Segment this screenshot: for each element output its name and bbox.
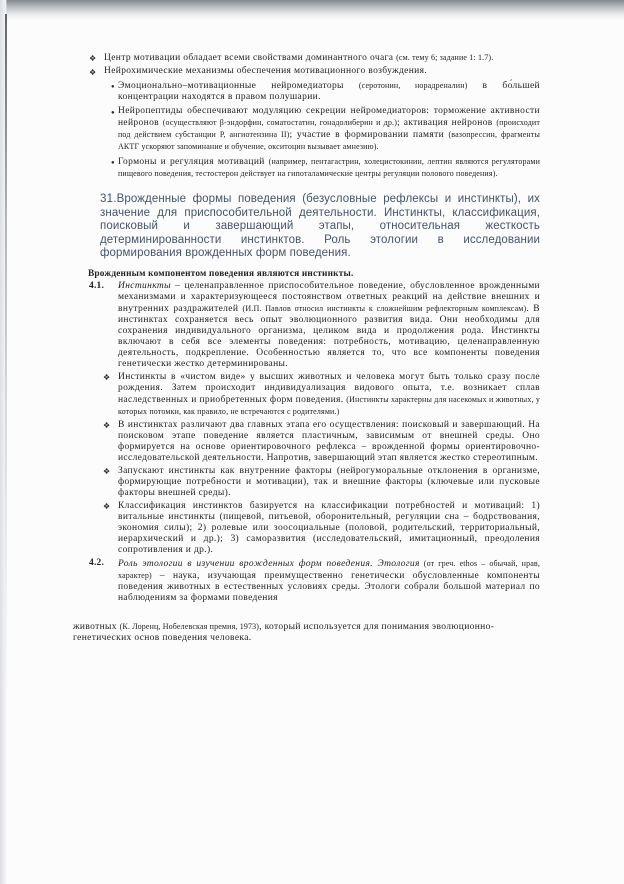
text-run: Нейрохимические механизмы обеспечения мотивационного возбуждения. (104, 66, 428, 76)
item-4-2-ethology (88, 558, 540, 604)
item-number: 4.1. (89, 280, 105, 291)
text-run: Нейропептиды обеспечивают модуляцию секреции нейромедиаторов: торможение активности нейронов (118, 106, 540, 128)
text-run-small: (И.П. Павлов относил инстинкты к сложнейшим рефлекторным комплексам) (242, 303, 527, 313)
dot-bullet-icon: ● (111, 160, 115, 166)
text-run-italic: Инстинкты (118, 280, 171, 291)
text-run: . В инстинктах сохраняется весь опыт эволюционного развития вида. Они необходимы для сохранения индивидуального организма, целиком вида и продолжения рода. Инстинкты включают в себя все элементы поведения: потребность, мотивацию, целенаправленную деятельность, подкрепление. Особенностью является то, что все компоненты поведения генетически жестко детерминированы. (118, 303, 540, 369)
diamond-bullet-icon: ❖ (89, 53, 97, 63)
text-run: Центр мотивации обладает всеми свойствами доминантного очага (104, 53, 397, 63)
diamond-bullet-icon: ❖ (89, 67, 97, 77)
diamond-bullet-icon: ❖ (103, 373, 111, 383)
footer-continuation-paragraph (73, 621, 511, 644)
text-run-italic: Этология (377, 558, 420, 569)
item-number: 4.2. (89, 557, 105, 568)
text-run-italic: Роль этологии в изучении врожденных форм поведения. (118, 558, 373, 569)
text-run-small: (К. Лоренц, Нобелевская премия, 1973) (119, 621, 260, 631)
text-run-small: (вазопрессин, фрагменты АКТГ ускоряют запоминание и обучение, окситоцин вызывает амнезию). (118, 130, 540, 151)
topic-number: 31. (100, 193, 117, 205)
text-run: Врожденным компонентом поведения являются инстинкты. (88, 268, 354, 279)
document-body (73, 52, 541, 646)
diamond-bullet-pure-form (88, 372, 540, 418)
text-run: В инстинктах различают два главных этапа его осуществления: поисковый и завершающий. На поисковом этапе поведение является пластичным, зависимым от внешней среды. Оно формируется на основе ориентировочного рефлекса – врожденной формы ориентировочно-исследовательской деятельности. Напротив, завершающий этап является жестко стереотипным. (118, 419, 540, 463)
text-run-small: (происходит под действием субстанции Р, ангиотензина II) (118, 118, 540, 139)
scan-top-edge-shadow (0, 0, 624, 20)
text-run-small: (например, пентагастрин, холецистокинин, лептин являются регуляторами пищевого поведения, тестостерон действует на гипоталамические центры регуляции полового поведения). (118, 157, 540, 178)
text-run: Гормоны и регуляция мотиваций (118, 157, 269, 167)
section-intro-bold (88, 269, 540, 280)
sub-bullet-hormones (88, 156, 540, 180)
text-run-small: (см. тему 6; задание 1: 1.7). (396, 53, 494, 62)
diamond-bullet-icon: ❖ (103, 421, 111, 431)
text-run: Запускают инстинкты как внутренние факторы (нейрогуморальные отклонения в организме, формирующие потребности и мотивации), так и внешние факторы (ключевые или пусковые факторы внешней среды). (118, 465, 540, 498)
diamond-bullet-two-stages (88, 420, 540, 464)
sub-bullet-neuromediators (88, 80, 540, 103)
diamond-bullet-icon: ❖ (103, 467, 111, 477)
diamond-bullet-icon: ❖ (103, 502, 111, 512)
text-run: животных (73, 621, 120, 632)
text-run: ; активация нейронов (397, 118, 497, 128)
topic-title-text: Врожденные формы поведения (безусловные рефлексы и инстинкты), их значение для приспособительной деятельности. Инстинкты, классификация, поисковый и завершающий этапы, относительная жесткость детерминированности инстинктов. Роль этологии в исследовании формирования врожденных форм поведения. (100, 193, 540, 260)
bullet-item-motivation-center (88, 52, 540, 64)
bullet-item-neurochemical (88, 66, 540, 77)
diamond-bullet-triggers (88, 466, 540, 499)
diamond-bullet-classification (88, 501, 540, 556)
text-run: Классификация инстинктов базируется на классификации потребностей и мотиваций: 1) витальные инстинкты (пищевой, питьевой, оборонительный, регуляции сна – бодрствования, экономия силы); 2) ролевые или зоосоциальные (половой, родительский, территориальный, иерархический и др.); 3) саморазвития (исследовательский, имитационный, преодоления сопротивления и др.). (118, 500, 540, 555)
topic-heading (88, 193, 540, 261)
text-run-small: (осуществляют β-эндорфин, соматостатин, гонадолиберин и др.) (162, 118, 398, 127)
text-run: – целенаправленное приспособительное поведение, обусловленное врожденными механизмами и характеризующееся постоянством ответных реакций на действие внешних и внутренних раздражителей (118, 280, 540, 314)
text-run-small: (серотонин, норадреналин) (358, 81, 468, 90)
text-run: ; участие в формировании памяти (289, 130, 449, 140)
text-run: – наука, изучающая преимущественно генетически обусловленные компоненты поведения животных в естественных условиях среды. Этологи собрали большой материал по наблюдениям за формами поведения (118, 570, 540, 603)
scan-left-edge-line (5, 14, 7, 694)
dot-bullet-icon: ● (111, 84, 115, 90)
text-run: , который используется для понимания эволюционно-генетических основ поведения человека. (73, 621, 495, 643)
text-run-small: (Инстинкты характерны для насекомых и животных, у которых потомки, как правило, не встречаются с родителями.) (118, 394, 540, 416)
text-run: в бо́льшей концентрации находятся в правом полушарии. (118, 81, 540, 102)
dot-bullet-icon: ● (111, 110, 115, 116)
text-run-small: (от греч. ethos – обычай, нрав, характер) (118, 558, 541, 580)
sub-bullet-neuropeptides (88, 106, 540, 153)
text-run: Эмоционально–мотивационные нейромедиаторы (118, 81, 359, 91)
item-4-1-instincts (88, 281, 540, 370)
text-run: Инстинкты в «чистом виде» у высших животных и человека могут быть только сразу после рождения. Затем происходит индивидуализация видового опыта, т.е. возникает сплав наследственных и приобретенных форм поведения. (118, 371, 540, 405)
